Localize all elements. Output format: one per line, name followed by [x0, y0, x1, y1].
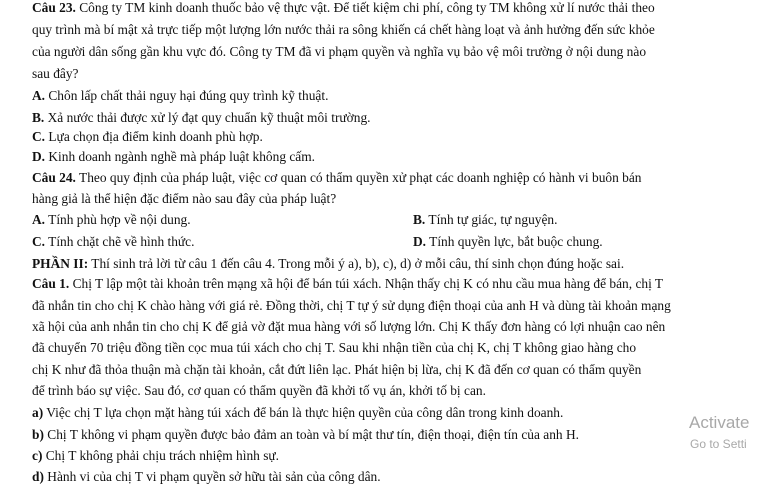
q23-line-2: quy trình mà bí mật xả trực tiếp một lượng lớn nước thải ra sông khiến cá chết hàng loạt và ảnh hưởng đến sức khỏe	[32, 22, 655, 37]
p1-statement-a: a) Việc chị T lựa chọn mặt hàng túi xách để bán là thực hiện quyền của công dân trong kinh doanh.	[32, 405, 564, 420]
q23-line-1: Câu 23. Công ty TM kinh doanh thuốc bảo vệ thực vật. Để tiết kiệm chi phí, công ty TM không xử lí nước thải theo	[32, 0, 655, 15]
p1-statement-b: b) Chị T không vi phạm quyền được bảo đảm an toàn và bí mật thư tín, điện thoại, điện tín của anh H.	[32, 427, 579, 442]
p1-statement-c: c) Chị T không phải chịu trách nhiệm hình sự.	[32, 448, 280, 463]
p1-line-1: Câu 1. Chị T lập một tài khoản trên mạng xã hội để bán túi xách. Nhận thấy chị K có nhu cầu mua hàng để bán, chị T	[32, 276, 664, 291]
p1-line-3: xã hội của anh nhắn tin cho chị K để giả vờ đặt mua hàng với số lượng lớn. Chị K thấy đơn hàng có lợi nhuận cao nên	[32, 319, 666, 334]
q24-line-1: Câu 24. Theo quy định của pháp luật, việc cơ quan có thẩm quyền xử phạt các doanh nghiệp có hành vi buôn bán	[32, 170, 642, 185]
q24-option-a: A. Tính phù hợp về nội dung.	[32, 212, 191, 227]
p1-line-5: chị K như đã thỏa thuận mà chặn tài khoản, cắt đứt liên lạc. Phát hiện bị lừa, chị K đã đến cơ quan có thẩm quyền	[32, 362, 642, 377]
part2-instructions: PHẦN II: Thí sinh trả lời từ câu 1 đến câu 4. Trong mỗi ý a), b), c), d) ở mỗi câu, thí sinh chọn đúng hoặc sai.	[32, 256, 625, 271]
activation-watermark-title: Activate	[689, 413, 750, 432]
q24-option-b: B. Tính tự giác, tự nguyện.	[413, 212, 558, 227]
q23-option-a: A. Chôn lấp chất thải nguy hại đúng quy trình kỹ thuật.	[32, 88, 329, 103]
q23-option-b: B. Xả nước thải được xử lý đạt quy chuẩn kỹ thuật môi trường.	[32, 110, 371, 125]
q23-number: Câu 23.	[32, 0, 76, 15]
q24-option-d: D. Tính quyền lực, bắt buộc chung.	[413, 234, 603, 249]
activation-watermark-subtitle: Go to Setti	[690, 437, 747, 451]
q24-line-2: hàng giả là thể hiện đặc điểm nào sau đây của pháp luật?	[32, 191, 337, 206]
q23-line-3: của người dân sống gần khu vực đó. Công ty TM đã vi phạm quyền và nghĩa vụ bảo vệ môi trường ở nội dung nào	[32, 44, 647, 59]
q24-number: Câu 24.	[32, 170, 76, 185]
part2-heading: PHẦN II:	[32, 256, 89, 271]
q23-option-d: D. Kinh doanh ngành nghề mà pháp luật không cấm.	[32, 149, 316, 164]
p1-line-4: đã chuyển 70 triệu đồng tiền cọc mua túi xách cho chị T. Sau khi nhận tiền của chị K, chị T không giao hàng cho	[32, 340, 637, 355]
q24-option-c: C. Tính chặt chẽ về hình thức.	[32, 234, 195, 249]
q23-option-c: C. Lựa chọn địa điểm kinh doanh phù hợp.	[32, 129, 263, 144]
p1-statement-d: d) Hành vi của chị T vi phạm quyền sở hữu tài sản của công dân.	[32, 469, 381, 484]
p1-line-2: đã nhắn tin cho chị K chào hàng với giá rẻ. Đồng thời, chị T tự ý sử dụng điện thoại của anh H và dùng tài khoản mạng	[32, 298, 671, 313]
q23-line-4: sau đây?	[32, 66, 79, 81]
p1-line-6: để trình báo sự việc. Sau đó, cơ quan có thẩm quyền đã khởi tố vụ án, khởi tố bị can.	[32, 383, 486, 398]
p1-number: Câu 1.	[32, 276, 70, 291]
